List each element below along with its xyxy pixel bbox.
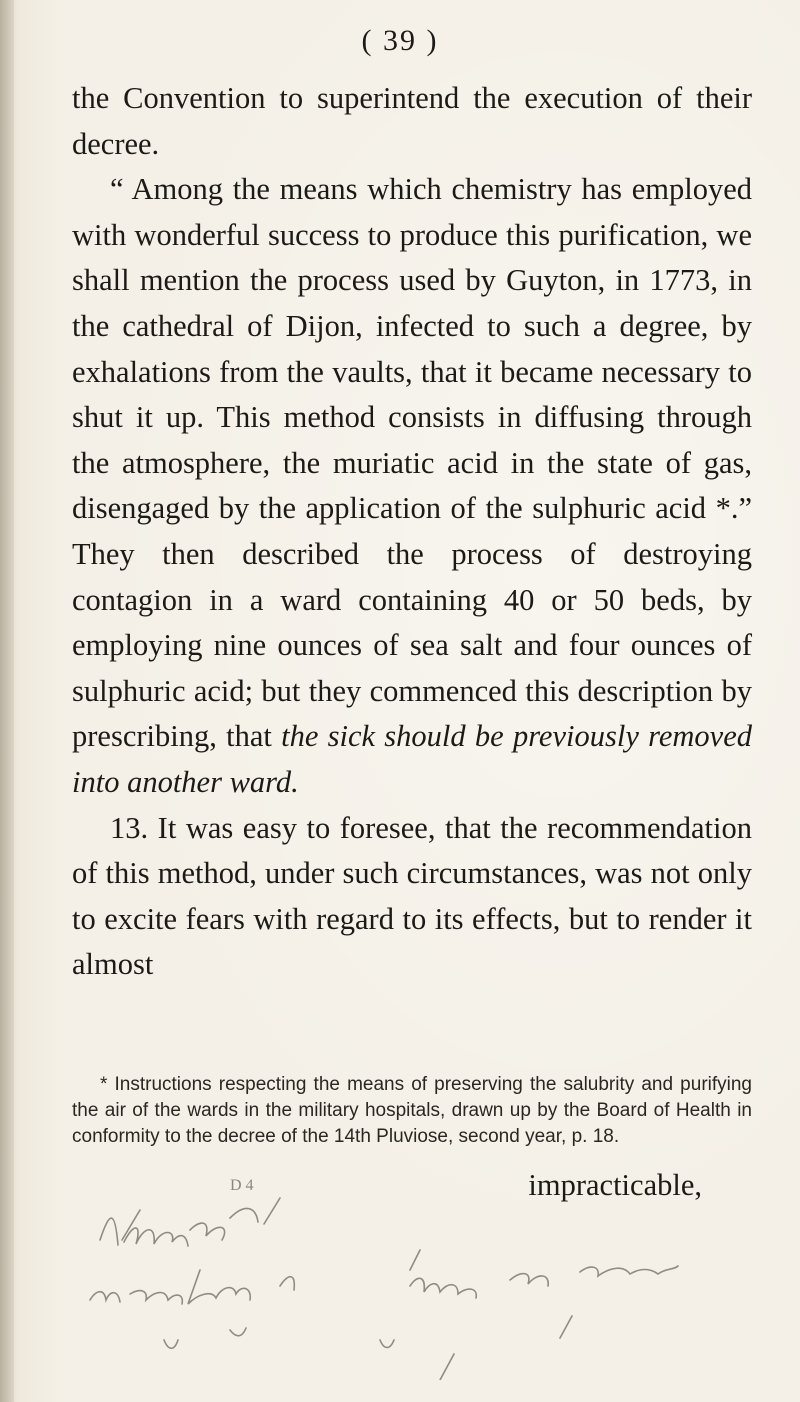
handwriting-stroke — [410, 1250, 572, 1380]
footnote — [72, 1072, 752, 1150]
footnote-text: * Instructions respecting the means of preserving the salubrity and purifying the air of the wards in the military hospitals, drawn up by the Board of Health in conformity to the decree of the 14th Pluviose, second year, p. 18. — [72, 1074, 752, 1147]
handwritten-annotation — [80, 1190, 780, 1380]
paragraph-2-text: “ Among the means which chemistry has employed with wonderful success to produce this purification, we shall mention the process used by Guyton, in 1773, in the cathedral of Dijon, infected to such a degree, by exhalations from the vaults, that it became necessary to shut it up. This method consists in diffusing through the atmosphere, the muriatic acid in the state of gas, disengaged by the application of the sulphuric acid *.” They then described the process of destroying contagion in a ward containing 40 or 50 beds, by employing nine ounces of sea salt and four ounces of sulphuric acid; but they commenced this description by prescribing, that — [72, 172, 752, 754]
paragraph-2-italic: the sick should be previously removed into another ward. — [72, 719, 752, 799]
paragraph-3: 13. It was easy to foresee, that the recommendation of this method, under such circumstances, was not only to excite fears with regard to its effects, but to render it almost — [72, 810, 752, 982]
page-number: ( 39 ) — [361, 24, 439, 57]
signature-mark: D 4 — [230, 1177, 254, 1194]
handwriting-stroke — [100, 1208, 258, 1246]
binding-edge — [0, 0, 14, 1402]
body-text — [72, 76, 752, 988]
handwriting-stroke — [164, 1328, 394, 1348]
catchword: impracticable, — [528, 1168, 702, 1202]
paragraph-2 — [72, 167, 752, 805]
handwriting-stroke — [90, 1270, 294, 1304]
paragraph-1: the Convention to superintend the execution of their decree. — [72, 81, 752, 161]
handwriting-stroke — [122, 1198, 280, 1240]
handwriting-stroke — [410, 1266, 678, 1298]
